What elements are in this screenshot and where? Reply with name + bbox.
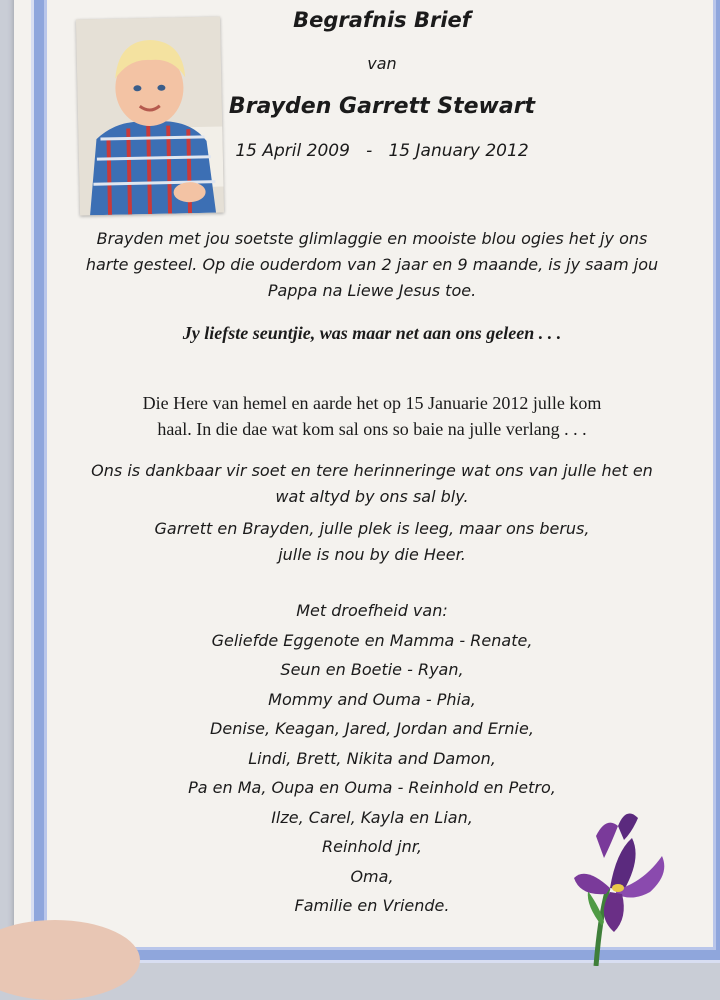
van-label: van bbox=[367, 54, 397, 73]
mourner-line: Lindi, Brett, Nikita and Damon, bbox=[248, 748, 496, 768]
mourner-line: Geliefde Eggenote en Mamma - Renate, bbox=[211, 630, 533, 650]
thankful-paragraph bbox=[62, 458, 682, 510]
deceased-name: Brayden Garrett Stewart bbox=[228, 94, 536, 119]
lord-line: Die Here van hemel en aarde het op 15 Januarie 2012 julle kom bbox=[142, 393, 602, 413]
life-dates bbox=[222, 141, 542, 161]
mourner-line: Ilze, Carel, Kayla en Lian, bbox=[271, 807, 473, 827]
mourners-heading: Met droefheid van: bbox=[296, 601, 448, 620]
mourner-line: Seun en Boetie - Ryan, bbox=[280, 660, 464, 679]
empty-place-line: Garrett en Brayden, julle plek is leeg, maar ons berus, bbox=[154, 519, 590, 538]
mourner-line: Mommy and Ouma - Phia, bbox=[268, 689, 476, 709]
thankful-line: wat altyd by ons sal bly. bbox=[275, 487, 469, 506]
tribute-line: harte gesteel. Op die ouderdom van 2 jaar en 9 maande, is jy saam jou bbox=[85, 255, 659, 274]
empty-place-paragraph bbox=[62, 516, 682, 568]
empty-place-line: julle is nou by die Heer. bbox=[278, 545, 466, 564]
tribute-paragraph bbox=[62, 226, 682, 304]
mourner-line: Reinhold jnr, bbox=[322, 837, 422, 856]
mourner-line: Denise, Keagan, Jared, Jordan and Ernie, bbox=[210, 719, 534, 738]
letter-title: Begrafnis Brief bbox=[293, 8, 471, 32]
tribute-line: Brayden met jou soetste glimlaggie en mooiste blou ogies het jy ons bbox=[96, 229, 648, 248]
tribute-line: Pappa na Liewe Jesus toe. bbox=[267, 281, 477, 300]
date-to: 15 January 2012 bbox=[388, 141, 529, 161]
mourner-line: Oma, bbox=[350, 866, 394, 886]
lord-line: haal. In die dae wat kom sal ons so baie na julle verlang . . . bbox=[157, 419, 587, 439]
mourner-line: Pa en Ma, Oupa en Ouma - Reinhold en Petro, bbox=[188, 778, 556, 797]
thankful-line: Ons is dankbaar vir soet en tere herinneringe wat ons van julle het en bbox=[91, 461, 653, 480]
iris-flower-icon bbox=[566, 796, 686, 966]
mourner-line: Familie en Vriende. bbox=[294, 896, 450, 915]
lord-paragraph bbox=[62, 390, 682, 442]
child-portrait-illustration bbox=[76, 17, 224, 216]
date-from: 15 April 2009 bbox=[235, 141, 350, 161]
date-separator: - bbox=[366, 141, 373, 161]
child-portrait-photo bbox=[76, 17, 224, 216]
lent-verse: Jy liefste seuntjie, was maar net aan ons geleen . . . bbox=[182, 323, 562, 343]
